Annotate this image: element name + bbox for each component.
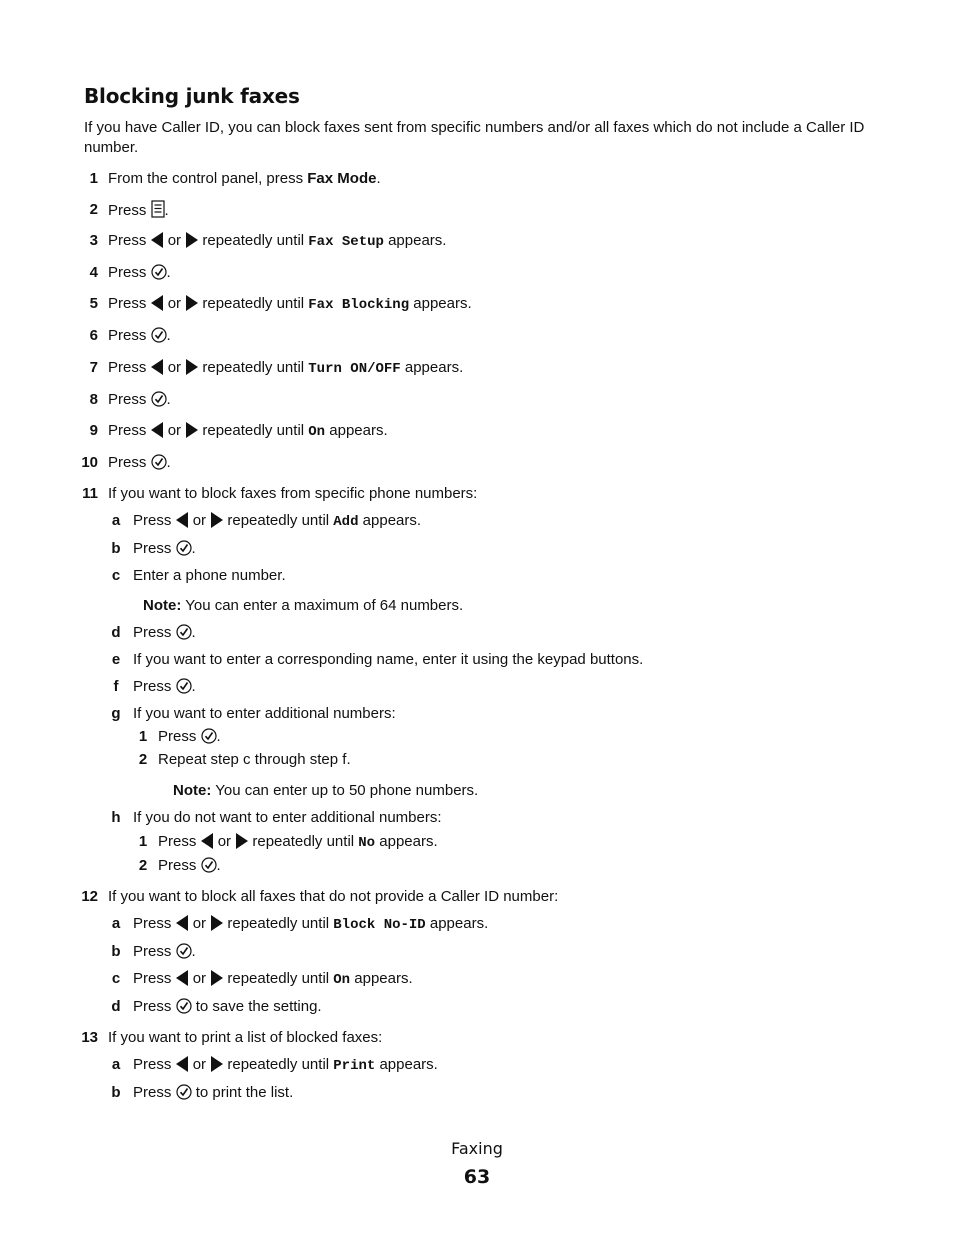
step-number: 11 (82, 485, 98, 502)
step-11: If you want to block faxes from specific phone numbers: (108, 485, 478, 502)
select-check-icon (176, 943, 192, 965)
substep-letter: g (111, 705, 121, 722)
step-3: Press or repeatedly until Fax Setup appears. (108, 231, 446, 254)
step-10: Press . (108, 453, 171, 476)
left-arrow-icon (176, 915, 189, 937)
step-number: 1 (89, 170, 98, 187)
page-number: 63 (463, 1166, 491, 1188)
step-number: 7 (89, 359, 98, 376)
right-arrow-icon (185, 422, 198, 444)
step-1: From the control panel, press Fax Mode. (108, 170, 381, 187)
substep-number: 2 (138, 751, 148, 768)
footer-section-title: Faxing (451, 1139, 503, 1158)
step-11e: If you want to enter a corresponding name, enter it using the keypad buttons. (133, 651, 644, 668)
select-check-icon (176, 678, 192, 700)
note-phone-numbers: Note: You can enter up to 50 phone numbers. (173, 782, 479, 799)
step-7: Press or repeatedly until Turn ON/OFF appears. (108, 358, 463, 381)
right-arrow-icon (185, 295, 198, 317)
substep-letter: a (111, 915, 121, 932)
display-text: Add (333, 514, 359, 530)
right-arrow-icon (185, 232, 198, 254)
step-11g: If you want to enter additional numbers: (133, 705, 396, 722)
substep-letter: b (111, 1084, 121, 1101)
step-number: 3 (89, 232, 98, 249)
display-text: Fax Setup (308, 234, 384, 250)
right-arrow-icon (185, 359, 198, 381)
left-arrow-icon (151, 295, 164, 317)
step-number: 12 (81, 888, 98, 905)
substep-letter: b (111, 943, 121, 960)
left-arrow-icon (151, 359, 164, 381)
step-13a: Press or repeatedly until Print appears. (133, 1055, 438, 1078)
left-arrow-icon (176, 970, 189, 992)
step-12c: Press or repeatedly until On appears. (133, 969, 413, 992)
step-11a: Press or repeatedly until Add appears. (133, 511, 421, 534)
step-11h-1: Press or repeatedly until No appears. (158, 832, 438, 855)
substep-letter: c (111, 970, 121, 987)
select-check-icon (151, 264, 167, 286)
left-arrow-icon (151, 232, 164, 254)
select-check-icon (176, 1084, 192, 1106)
substep-number: 1 (138, 728, 148, 745)
step-11g-1: Press . (158, 727, 221, 750)
step-11c: Enter a phone number. (133, 567, 286, 584)
substep-letter: d (111, 998, 121, 1015)
step-11g-2: Repeat step c through step f. (158, 751, 351, 768)
step-2: Press . (108, 200, 169, 224)
menu-icon (151, 200, 165, 224)
step-12a: Press or repeatedly until Block No-ID appears. (133, 914, 488, 937)
step-number: 8 (89, 391, 98, 408)
step-number: 2 (89, 201, 98, 218)
select-check-icon (176, 624, 192, 646)
display-text: On (333, 972, 351, 988)
step-12d: Press to save the setting. (133, 997, 322, 1020)
right-arrow-icon (210, 1056, 223, 1078)
step-9: Press or repeatedly until On appears. (108, 421, 388, 444)
step-number: 4 (89, 264, 98, 281)
right-arrow-icon (210, 512, 223, 534)
right-arrow-icon (210, 970, 223, 992)
select-check-icon (151, 327, 167, 349)
select-check-icon (201, 857, 217, 879)
step-13: If you want to print a list of blocked faxes: (108, 1029, 383, 1046)
substep-number: 1 (138, 833, 148, 850)
step-number: 5 (89, 295, 98, 312)
right-arrow-icon (210, 915, 223, 937)
select-check-icon (151, 391, 167, 413)
substep-letter: h (111, 809, 121, 826)
step-11d: Press . (133, 623, 196, 646)
step-6: Press . (108, 326, 171, 349)
section-heading: Blocking junk faxes (84, 84, 300, 108)
display-text: No (358, 835, 376, 851)
fax-mode-label: Fax Mode (307, 170, 377, 187)
step-8: Press . (108, 390, 171, 413)
step-12b: Press . (133, 942, 196, 965)
display-text: Turn ON/OFF (308, 361, 401, 377)
left-arrow-icon (201, 833, 214, 855)
display-text: Print (333, 1058, 376, 1074)
substep-letter: a (111, 1056, 121, 1073)
substep-letter: f (113, 678, 119, 695)
substep-letter: a (111, 512, 121, 529)
select-check-icon (176, 998, 192, 1020)
note-max-numbers: Note: You can enter a maximum of 64 numbers. (143, 597, 464, 614)
step-11h-2: Press . (158, 856, 221, 879)
left-arrow-icon (151, 422, 164, 444)
right-arrow-icon (235, 833, 248, 855)
display-text: Block No-ID (333, 917, 426, 933)
substep-letter: e (111, 651, 121, 668)
left-arrow-icon (176, 1056, 189, 1078)
substep-number: 2 (138, 857, 148, 874)
display-text: Fax Blocking (308, 297, 410, 313)
step-5: Press or repeatedly until Fax Blocking appears. (108, 294, 472, 317)
intro-paragraph: If you have Caller ID, you can block faxes sent from specific numbers and/or all faxes which do not include a Caller ID number. (84, 119, 865, 156)
select-check-icon (201, 728, 217, 750)
step-number: 13 (81, 1029, 98, 1046)
select-check-icon (176, 540, 192, 562)
step-11h: If you do not want to enter additional numbers: (133, 809, 442, 826)
step-4: Press . (108, 263, 171, 286)
substep-letter: d (111, 624, 121, 641)
step-13b: Press to print the list. (133, 1083, 293, 1106)
display-text: On (308, 424, 326, 440)
step-number: 10 (81, 454, 98, 471)
select-check-icon (151, 454, 167, 476)
left-arrow-icon (176, 512, 189, 534)
substep-letter: b (111, 540, 121, 557)
step-11f: Press . (133, 677, 196, 700)
step-11b: Press . (133, 539, 196, 562)
step-number: 9 (89, 422, 98, 439)
substep-letter: c (111, 567, 121, 584)
step-12: If you want to block all faxes that do not provide a Caller ID number: (108, 888, 559, 905)
step-number: 6 (89, 327, 98, 344)
